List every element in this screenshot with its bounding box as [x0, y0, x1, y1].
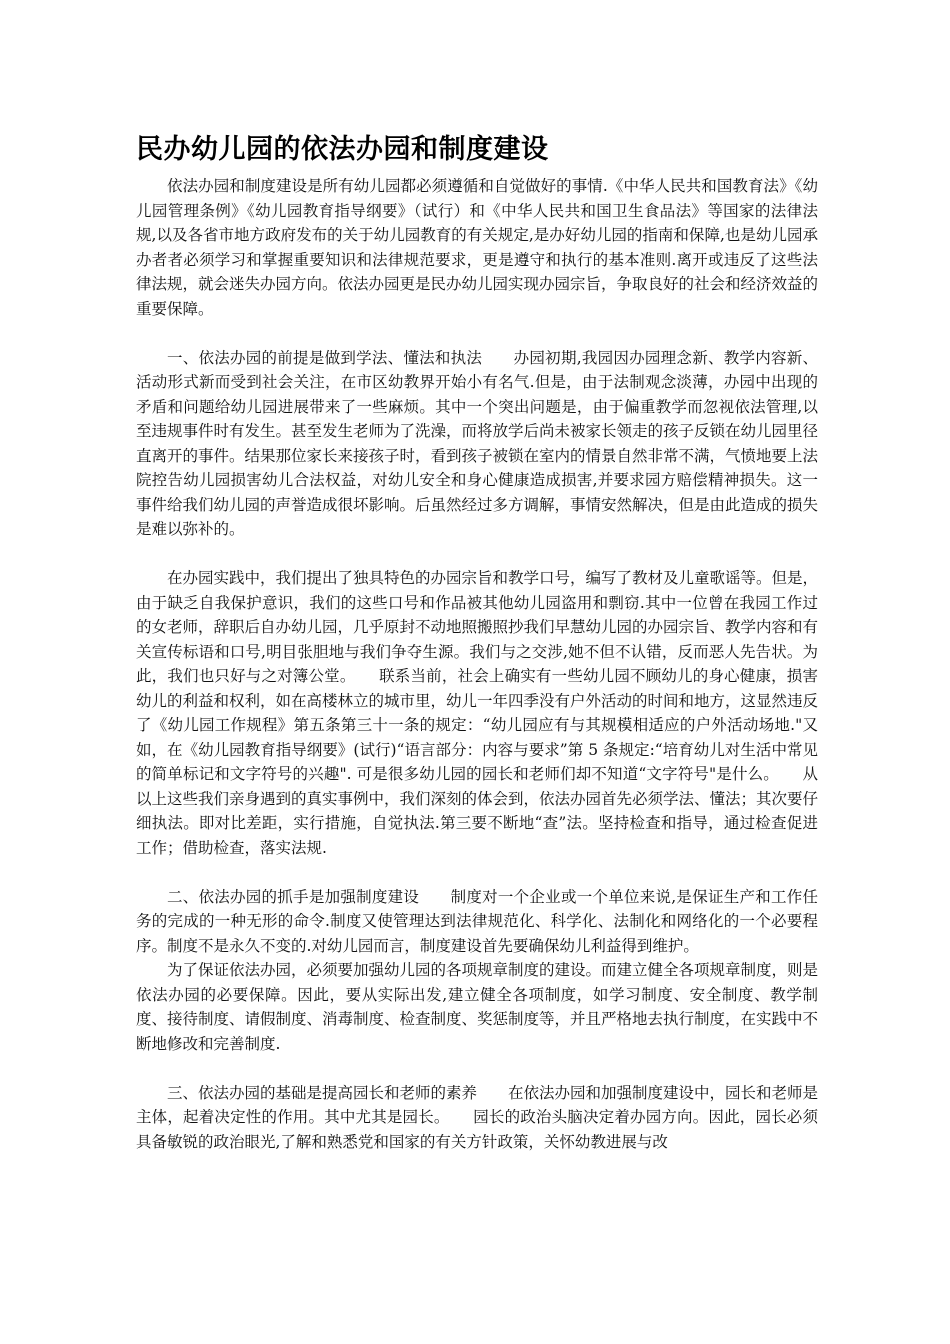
document-page: [136, 130, 818, 1154]
paragraph-section-one: 一、依法办园的前提是做到学法、懂法和执法 办园初期,我园因办园理念新、教学内容新、活动形式新而受到社会关注，在市区幼教界开始小有名气.但是，由于法制观念淡薄，办园中出现的矛盾和问题给幼儿园进展带来了一些麻烦。其中一个突出问题是，由于偏重教学而忽视依法管理,以至违规事件时有发生。甚至发生老师为了洗澡，而将放学后尚未被家长领走的孩子反锁在幼儿园里径直离开的事件。结果那位家长来接孩子时，看到孩子被锁在室内的情景自然非常不满，气愤地要上法院控告幼儿园损害幼儿合法权益，对幼儿安全和身心健康造成损害,并要求园方赔偿精神损失。这一事件给我们幼儿园的声誉造成很坏影响。后虽然经过多方调解，事情安然解决，但是由此造成的损失是难以弥补的。: [136, 348, 819, 538]
paragraph-practice: 在办园实践中，我们提出了独具特色的办园宗旨和教学口号，编写了教材及儿童歌谣等。但是，由于缺乏自我保护意识，我们的这些口号和作品被其他幼儿园盗用和剽窃.其中一位曾在我园工作过的女老师，辞职后自办幼儿园，几乎原封不动地照搬照抄我们早慧幼儿园的办园宗旨、教学内容和有关宣传标语和口号,明目张胆地与我们争夺生源。我们与之交涉,她不但不认错，反而恶人先告状。为此，我们也只好与之对簿公堂。 联系当前，社会上确实有一些幼儿园不顾幼儿的身心健康，损害幼儿的利益和权利，如在高楼林立的城市里，幼儿一年四季没有户外活动的时间和地方，这显然违反了《幼儿园工作规程》第五条第三十一条的规定：“幼儿园应有与其规模相适应的户外活动场地."又如，在《幼儿园教育指导纲要》(试行)“语言部分：内容与要求”第 5 条规定:“培育幼儿对生活中常见的简单标记和文字符号的兴趣". 可是很多幼儿园的园长和老师们却不知道“文字符号"是什么。 从以上这些我们亲身遇到的真实事例中，我们深刻的体会到，依法办园首先必须学法、懂法；其次要仔细执法。即对比差距，实行措施，自觉执法.第三要不断地“查”法。坚持检查和指导，通过检查促进工作；借助检查，落实法规.: [136, 569, 819, 857]
paragraph-spacer: [136, 860, 818, 885]
paragraph-section-three: 三、依法办园的基础是提高园长和老师的素养 在依法办园和加强制度建设中，园长和老师是主体，起着决定性的作用。其中尤其是园长。 园长的政治头脑决定着办园方向。因此，园长必须具备敏锐的政治眼光,了解和熟悉党和国家的有关方针政策，关怀幼教进展与改: [136, 1083, 819, 1151]
paragraph-spacer: [136, 542, 818, 567]
paragraph-spacer: [136, 321, 818, 346]
document-title: 民办幼儿园的依法办园和制度建设: [136, 134, 549, 165]
paragraph-spacer: [136, 1056, 818, 1081]
paragraph-regulations: 为了保证依法办园，必须要加强幼儿园的各项规章制度的建设。而建立健全各项规章制度，则是依法办园的必要保障。因此，要从实际出发,建立健全各项制度，如学习制度、安全制度、教学制度、接待制度、请假制度、消毒制度、检查制度、奖惩制度等，并且严格地去执行制度，在实践中不断地修改和完善制度.: [136, 961, 819, 1053]
paragraph-section-two: 二、依法办园的抓手是加强制度建设 制度对一个企业或一个单位来说,是保证生产和工作任务的完成的一种无形的命令.制度又使管理达到法律规范化、科学化、法制化和网络化的一个必要程序。制度不是永久不变的.对幼儿园而言，制度建设首先要确保幼儿利益得到维护。: [136, 887, 818, 955]
paragraph-intro: 依法办园和制度建设是所有幼儿园都必须遵循和自觉做好的事情.《中华人民共和国教育法》《幼儿园管理条例》《幼儿园教育指导纲要》（试行）和《中华人民共和国卫生食品法》等国家的法律法规,以及各省市地方政府发布的关于幼儿园教育的有关规定,是办好幼儿园的指南和保障,也是幼儿园承办者者必须学习和掌握重要知识和法律规范要求，更是遵守和执行的基本准则.离开或违反了这些法律法规，就会迷失办园方向。依法办园更是民办幼儿园实现办园宗旨，争取良好的社会和经济效益的重要保障。: [136, 177, 819, 318]
